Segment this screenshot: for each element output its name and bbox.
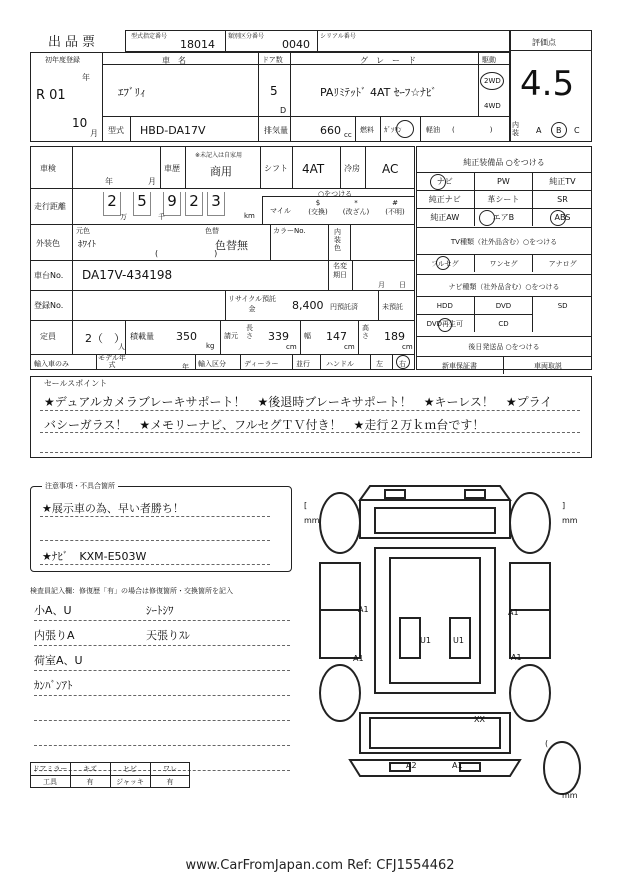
interior-c: C [574, 126, 580, 135]
svg-text:[: [ [304, 501, 308, 510]
length-cm: cm [286, 343, 297, 351]
inspector-line [34, 745, 290, 746]
doors: 5 [270, 84, 278, 98]
month-unit: 月 [90, 129, 98, 138]
tv-title: TV種類（社外品含む）○をつける [450, 238, 558, 246]
model-type: HBD-DA17V [140, 124, 206, 137]
svg-text:]: ] [562, 501, 566, 510]
damage-label: U1 [453, 636, 464, 645]
height-cm: cm [402, 343, 413, 351]
handle-right-circle [396, 355, 410, 369]
tv-item: ワンセグ [475, 254, 534, 272]
history-label: 車歴 [164, 164, 180, 173]
recycle-unit: 円預託済 [330, 303, 358, 311]
height: 189 [384, 330, 405, 343]
svg-text:mm: mm [562, 516, 578, 525]
fuel-diesel: 軽油 [426, 126, 440, 134]
mileage-digit: 2 [103, 192, 121, 216]
model-year-unit: 年 [182, 363, 189, 371]
chassis-number: DA17V-434198 [82, 268, 173, 282]
history: 商用 [210, 165, 232, 178]
grade-name-label: グ レ ー ド [360, 56, 416, 65]
car-name-label: 車 名 [162, 56, 186, 65]
navi-item: DVD再生可 [416, 314, 475, 332]
name-change-label: 名変期日 [333, 262, 347, 279]
legend-cell: 有 [166, 778, 174, 786]
inspector-note: 荷室A、U [34, 654, 83, 667]
inspector-line [34, 645, 290, 646]
shift: 4AT [302, 162, 325, 176]
color-change-label: 色替 [205, 227, 219, 235]
legend-header: ワレ [163, 765, 177, 773]
interior-b-circle [551, 122, 567, 138]
svg-text:(: ( [545, 739, 549, 748]
parallel-option: 並行 [296, 360, 310, 368]
width: 147 [326, 330, 347, 343]
mark-note: ○をつける [318, 190, 353, 198]
ac: AC [382, 162, 399, 176]
inspector-note: 天張りｽﾚ [146, 629, 190, 642]
interior-color-label: 内装色 [334, 228, 341, 252]
kg-unit: kg [206, 342, 215, 350]
drive-4wd: 4WD [484, 102, 501, 110]
notes-label: 注意事項・不具合箇所 [42, 481, 118, 491]
first-reg-label: 初年度登録 [45, 56, 80, 64]
handle-right: 右 [399, 360, 406, 368]
orig-color: ﾎﾜｲﾄ [78, 240, 97, 250]
sheet-title: 出品票 [48, 35, 100, 50]
handle-left: 左 [376, 360, 383, 368]
notes-line-1: ★展示車の為、早い者勝ち！ [42, 502, 184, 515]
length-label: 長さ [246, 324, 253, 340]
inspector-line [34, 670, 290, 671]
damage-label: A1 [353, 654, 364, 663]
grade-value: 4.5 [520, 64, 575, 104]
name-change-date: 月 日 [378, 281, 406, 289]
drive-label: 駆動 [482, 56, 496, 64]
private-note: ※未記入は自家用 [195, 152, 243, 159]
class-label: 類別区分番号 [228, 33, 265, 40]
alter-option: * (改ざん) [342, 199, 370, 216]
legend-header: キズ [83, 765, 97, 773]
reg-label: 登録No. [34, 301, 64, 310]
navi-title: ナビ種類（社外品含む）○をつける [448, 283, 560, 291]
capacity-label: 定員 [40, 332, 56, 341]
equip-item: PW [475, 172, 534, 190]
chassis-label: 車台No. [34, 271, 64, 280]
interior-label: 内装 [512, 121, 519, 137]
model-year-label: モデル年式 [98, 354, 126, 369]
equip-item: 純正AW [416, 208, 475, 226]
mileage-sen: 千 [158, 213, 165, 221]
recycle-label: リサイクル預託金 [227, 295, 277, 313]
grade-name: PAﾘﾐﾃｯﾄﾞ 4AT ｾｰﾌ☆ﾅﾋﾞ [320, 86, 437, 99]
length: 339 [268, 330, 289, 343]
equip-title: 純正装備品 ○をつける [463, 158, 545, 167]
mileage-digit: 5 [133, 192, 151, 216]
displacement: 660 [320, 124, 341, 137]
color-change: 色替無 [215, 239, 248, 252]
equip-item: 純正TV [533, 172, 592, 190]
legend-cell: 有 [86, 778, 94, 786]
equip-item: 革シート [475, 190, 534, 208]
equip-item: SR [533, 190, 592, 208]
option-circle [436, 256, 450, 270]
tv-item: フルセグ [416, 254, 475, 272]
navi-item: SD [533, 296, 592, 314]
equip-item: ABS [533, 208, 592, 226]
inspector-note: 小A、U [34, 604, 72, 617]
damage-label: A1 [358, 605, 369, 614]
swap-option: $ (交換) [308, 199, 328, 216]
circle-abs [550, 210, 566, 226]
mileage-man: 万 [120, 213, 127, 221]
damage-label: A1 [511, 653, 522, 662]
navi-item: HDD [416, 296, 475, 314]
damage-label: XX [474, 715, 485, 724]
doors-label: ドア数 [262, 56, 283, 64]
mileage-label: 走行距離 [34, 202, 66, 211]
legend-cell: 工具 [43, 778, 57, 786]
inspection-month-unit: 月 [148, 177, 156, 186]
docs-title: 後日発送品 ○をつける [468, 343, 540, 351]
displacement-label: 排気量 [264, 126, 288, 135]
mileage-km: km [244, 212, 255, 220]
interior-a: A [536, 126, 542, 135]
model-cert-label: 型式指定番号 [131, 33, 168, 40]
legend-header: ヒビ [123, 765, 137, 773]
fuel-label: 燃料 [360, 126, 374, 134]
svg-text:mm: mm [562, 791, 578, 800]
recycle-unpaid: 未預託 [382, 303, 403, 311]
height-label: 高さ [362, 324, 369, 340]
recycle-amount: 8,400 [292, 299, 324, 312]
damage-label: U1 [420, 636, 431, 645]
equip-item: 純正ナビ [416, 190, 475, 208]
grade-label: 評価点 [532, 38, 556, 47]
damage-label: A1 [452, 761, 463, 770]
fuel-other: ( ) [452, 126, 493, 134]
shift-label: シフト [264, 164, 288, 173]
legend-header: ドアミラー [32, 765, 68, 773]
mileage-digit: 9 [163, 192, 181, 216]
mile-option: マイル [270, 207, 291, 215]
bill-label: 請元 [224, 332, 238, 340]
dealer-option: ディーラー [244, 360, 279, 368]
handle-label: ハンドル [326, 360, 354, 368]
vehicle-damage-diagram [290, 478, 590, 808]
model-cert-number: 18014 [180, 38, 215, 51]
door-suffix: D [280, 106, 287, 115]
serial-label: シリアル番号 [320, 33, 356, 40]
damage-label: A1 [508, 608, 519, 617]
import-label: 輸入車のみ [34, 360, 69, 368]
navi-item: CD [475, 314, 534, 332]
type-label: 型式 [108, 126, 124, 135]
equip-item: エアB [475, 208, 534, 226]
fuel-gasoline: ｶﾞｿﾘﾝ [384, 126, 402, 134]
unknown-option: # (不明) [385, 199, 405, 216]
inspector-note: ｶﾝﾊﾞﾝｱﾄ [34, 679, 73, 692]
sales-label: セールスポイント [44, 379, 108, 388]
inspector-line [34, 695, 290, 696]
class-number: 0040 [282, 38, 310, 51]
tv-item: アナログ [533, 254, 592, 272]
inspector-label: 検査員記入欄：修復歴「有」の場合は修復箇所・交換箇所を記入 [30, 587, 233, 595]
car-name: ｴﾌﾞﾘｨ [118, 86, 146, 99]
fuel-gas-circle [396, 120, 414, 138]
color-no-label: カラーNo. [273, 227, 306, 235]
footer-ref: www.CarFromJapan.com Ref: CFJ1554462 [185, 858, 455, 873]
interior-b: B [556, 126, 562, 135]
inspector-note: 内張りA [34, 629, 75, 642]
drive-2wd-circle [480, 72, 504, 90]
first-reg-era: R 01 [36, 88, 66, 103]
load-label: 積載量 [130, 332, 154, 341]
damage-label: A2 [406, 761, 417, 770]
inspector-line [34, 620, 290, 621]
ac-label: 冷房 [344, 164, 360, 173]
inspection-year-unit: 年 [105, 177, 113, 186]
person-unit: 人 [118, 343, 125, 351]
inspector-line [34, 720, 290, 721]
option-circle [438, 318, 452, 332]
orig-color-label: 元色 [76, 227, 90, 235]
exterior-color-label: 外装色 [36, 239, 60, 248]
notes-line-2: ★ﾅﾋﾞ KXM-E503W [42, 550, 147, 563]
navi-item: DVD [475, 296, 534, 314]
load: 350 [176, 330, 197, 343]
mileage-digit: 3 [207, 192, 225, 216]
width-cm: cm [344, 343, 355, 351]
width-label: 幅 [304, 332, 311, 340]
capacity: 2（ ） [85, 332, 125, 345]
legend-cell: ジャッキ [116, 778, 144, 786]
color-paren: ( ) [155, 249, 218, 258]
svg-text:mm: mm [304, 516, 320, 525]
equip-item: ナビ [416, 172, 475, 190]
docs-item: 新車保証書 [416, 356, 504, 374]
cc-unit: cc [344, 131, 352, 139]
first-reg-month: 10 [72, 116, 88, 130]
year-unit: 年 [82, 73, 90, 82]
docs-item: 車両取説 [504, 356, 592, 374]
circle-airbag [479, 210, 495, 226]
inspection-label: 車検 [40, 164, 56, 173]
drive-2wd: 2WD [484, 77, 501, 85]
import-cat-label: 輸入区分 [198, 360, 226, 368]
sales-line-2: バシーガラス！ ★メモリーナビ、フルセグＴＶ付き！ ★走行２万ｋｍ台です！ [44, 418, 485, 432]
mileage-digit: 2 [185, 192, 203, 216]
inspector-note: ｼｰﾄｼﾜ [146, 604, 174, 617]
circle-navi [430, 174, 446, 190]
sales-line-1: ★デュアルカメラブレーキサポート！ ★後退時ブレーキサポート！ ★キーレス！ ★プライ [44, 395, 553, 409]
